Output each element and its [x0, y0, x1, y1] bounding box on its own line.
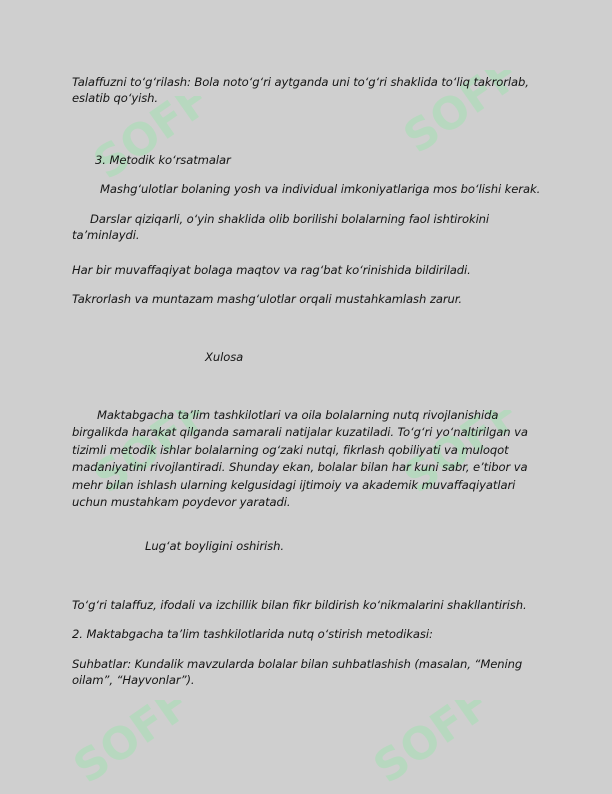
paragraph-muvaffaqiyat: Har bir muvaffaqiyat bolaga maqtov va rag‘bat ko‘rinishida bildiriladi.	[72, 263, 471, 277]
paragraph-xulosa: Maktabgacha ta’lim tashkilotlari va oila bolalarning nutq rivojlanishida birgalikda harakat qilganda samarali natijalar kuzatiladi. To‘g‘ri yo‘naltirilgan va tizimli metodik ishlar bolalarning og‘zaki nutqi, fikrlash qobiliyati va muloqot madaniyatini rivojlantiradi. Shunday ekan, bolalar bilan har kuni sabr, e’tibor va mehr bilan ishlash ularning kelgusidagi ijtimoiy va akademik muvaffaqiyatlari uchun mustahkam poydevor yaratadi.	[72, 408, 528, 510]
svg-text:SOFF: SOFF	[372, 700, 482, 790]
paragraph-suhbatlar: Suhbatlar: Kundalik mavzularda bolalar bilan suhbatlashish (masalan, “Mening oilam”, “Hayvonlar”).	[72, 657, 523, 687]
svg-text:SOFF: SOFF	[402, 70, 512, 160]
svg-text:SOFF: SOFF	[92, 96, 202, 186]
paragraph-talaffuz: Talaffuzni to‘g‘rilash: Bola noto‘g‘ri aytganda uni to‘g‘ri shaklida to‘liq takrorlab, eslatib qo‘yish.	[72, 75, 529, 105]
svg-text:SOFF: SOFF	[72, 700, 182, 790]
paragraph-lugat: Lug‘at boyligini oshirish.	[145, 539, 284, 553]
heading-nutq-ostirish: 2. Maktabgacha ta’lim tashkilotlarida nutq o‘stirish metodikasi:	[72, 627, 433, 641]
paragraph-darslar: Darslar qiziqarli, o‘yin shaklida olib borilishi bolalarning faol ishtirokini ta’minlaydi.	[72, 212, 490, 242]
svg-text:SOFF: SOFF	[402, 410, 512, 500]
paragraph-talaffuz-ifodali: To‘g‘ri talaffuz, ifodali va izchillik bilan fikr bildirish ko‘nikmalarini shakllantirish.	[72, 598, 527, 612]
watermark-logo	[92, 96, 202, 186]
watermark-logo	[72, 700, 182, 790]
heading-metodik-korsatmalar: 3. Metodik ko‘rsatmalar	[95, 153, 231, 167]
paragraph-takrorlash: Takrorlash va muntazam mashg‘ulotlar orqali mustahkamlash zarur.	[72, 292, 462, 306]
heading-xulosa: Xulosa	[205, 350, 244, 364]
watermark-logo	[372, 700, 482, 790]
paragraph-mashgulotlar: Mashg‘ulotlar bolaning yosh va individual imkoniyatlariga mos bo‘lishi kerak.	[100, 182, 541, 196]
svg-text:SOFF: SOFF	[92, 410, 202, 500]
